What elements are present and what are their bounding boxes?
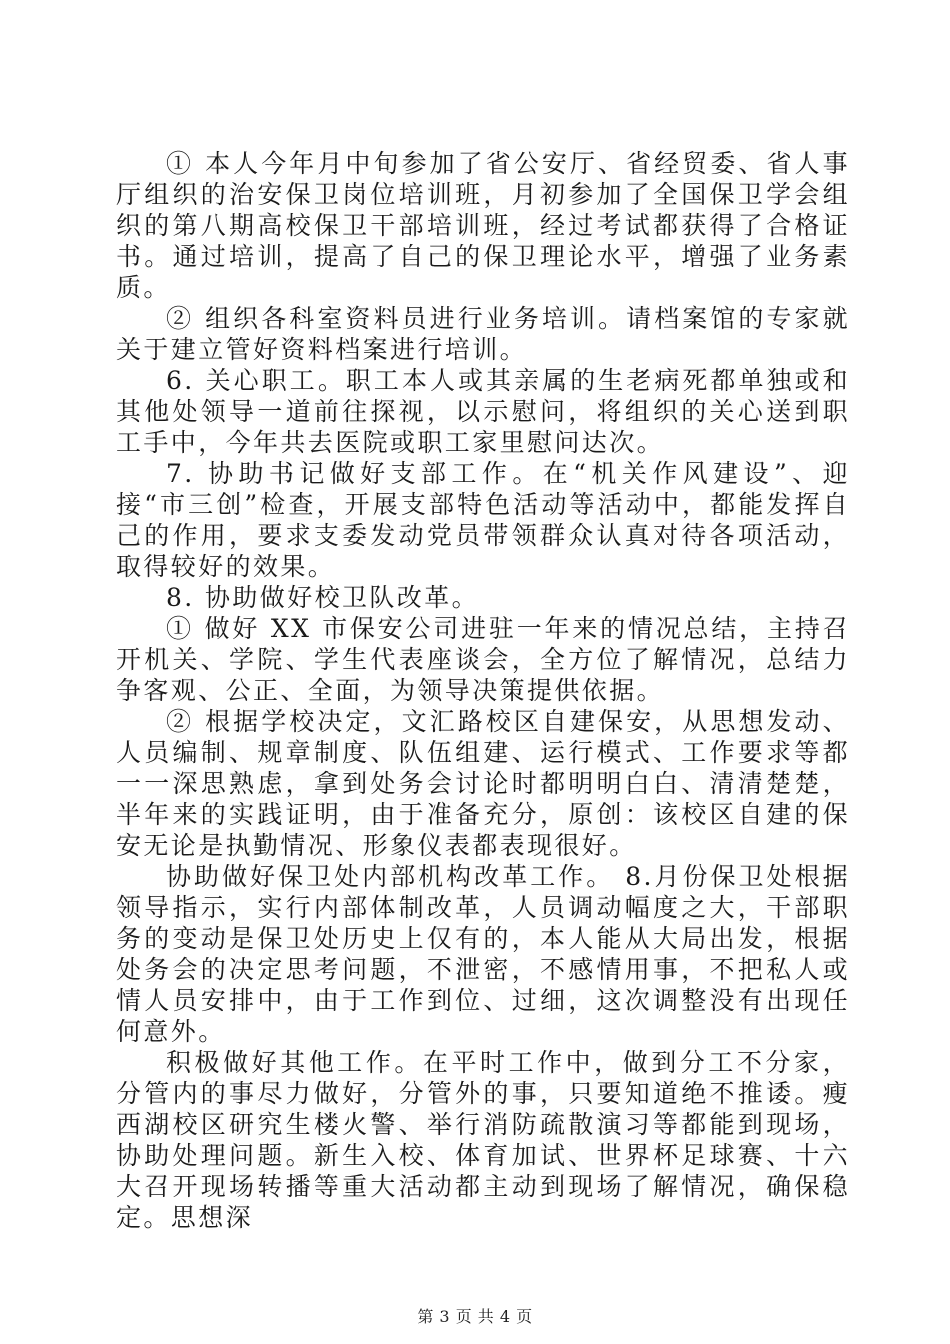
document-body <box>116 148 850 1233</box>
paragraph-other-work: 积极做好其他工作。在平时工作中，做到分工不分家，分管内的事尽力做好，分管外的事，只要知道绝不推诿。瘦西湖校区研究生楼火警、举行消防疏散演习等都能到现场，协助处理问题。新生入校、体育加试、世界杯足球赛、十六大召开现场转播等重大活动都主动到现场了解情况，确保稳定。思想深 <box>116 1048 850 1232</box>
paragraph-archive-training: ② 组织各科室资料员进行业务培训。请档案馆的专家就关于建立管好资料档案进行培训。 <box>116 304 850 364</box>
page-footer: 第 3 页 共 4 页 <box>417 1307 533 1326</box>
paragraph-security-company-summary: ① 做好 XX 市保安公司进驻一年来的情况总结，主持召开机关、学院、学生代表座谈会，全方位了解情况，总结力争客观、公正、全面，为领导决策提供依据。 <box>116 614 850 705</box>
paragraph-care-staff: 6. 关心职工。职工本人或其亲属的生老病死都单独或和其他处领导一道前往探视，以示慰问，将组织的关心送到职工手中，今年共去医院或职工家里慰问达次。 <box>116 366 850 457</box>
paragraph-guard-reform-heading: 8. 协助做好校卫队改革。 <box>166 583 480 612</box>
paragraph-internal-reform: 协助做好保卫处内部机构改革工作。 8.月份保卫处根据领导指示，实行内部体制改革，人员调动幅度之大，干部职务的变动是保卫处历史上仅有的，本人能从大局出发，根据处务会的决定思考问题，不泄密，不感情用事，不把私人或情人员安排中，由于工作到位、过细，这次调整没有出现任何意外。 <box>116 862 850 1046</box>
paragraph-campus-security: ② 根据学校决定，文汇路校区自建保安，从思想发动、人员编制、规章制度、队伍组建、运行模式、工作要求等都一一深思熟虑，拿到处务会讨论时都明明白白、清清楚楚，半年来的实践证明，由于准备充分，原创：该校区自建的保安无论是执勤情况、形象仪表都表现很好。 <box>116 707 850 860</box>
paragraph-training-course: ① 本人今年月中旬参加了省公安厅、省经贸委、省人事厅组织的治安保卫岗位培训班，月初参加了全国保卫学会组织的第八期高校保卫干部培训班，经过考试都获得了合格证书。通过培训，提高了自己的保卫理论水平，增强了业务素质。 <box>116 149 850 302</box>
paragraph-party-branch: 7. 协助书记做好支部工作。在“机关作风建设”、迎接“市三创”检查，开展支部特色活动等活动中，都能发挥自己的作用，要求支委发动党员带领群众认真对待各项活动，取得较好的效果。 <box>116 459 850 581</box>
